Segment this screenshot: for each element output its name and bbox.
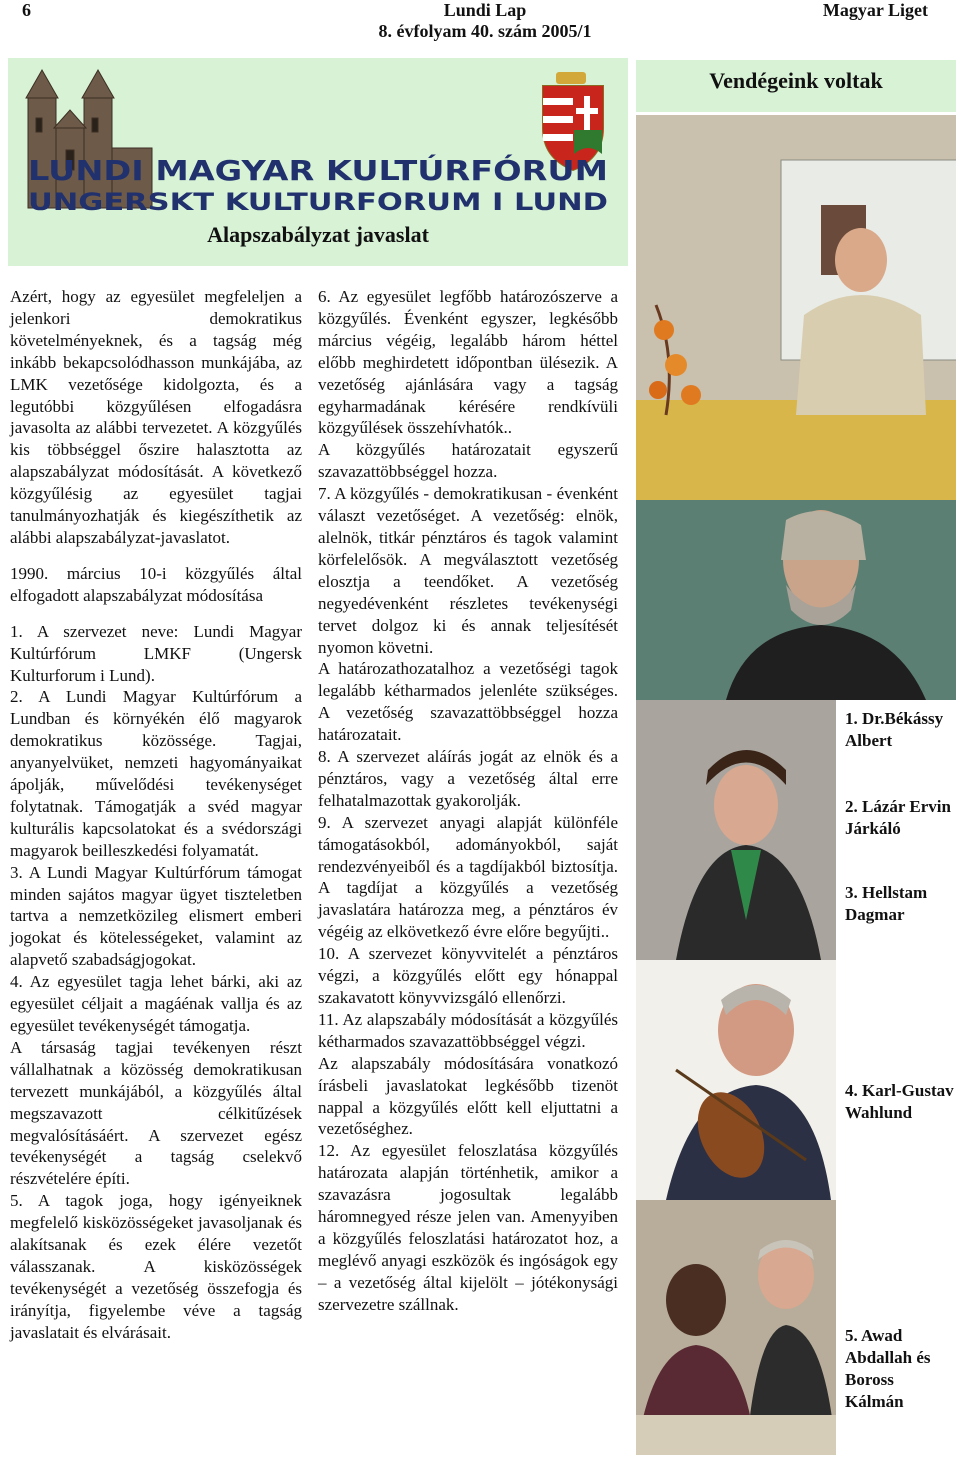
publication-name: Lundi Lap [443,0,527,20]
paragraph: 2. A Lundi Magyar Kultúrfórum a Lundban és környékén élő magyarok demokratikus közössége. Tagjai, anyanyelvüket, nemzeti hagyományaikat ápolják, művelődési tevékenységet folytatnak. Támogatják a svéd magyar kulturális kapcsolatokat és a svédországi magyarok beilleszkedési folyamatát. [10,687,302,860]
caption-3: 3. Hellstam Dagmar [845,883,928,924]
caption-2: 2. Lázár Ervin Járkáló [845,797,951,838]
caption-1: 1. Dr.Békássy Albert [845,709,944,750]
article-subtitle: Alapszabályzat javaslat [207,222,429,247]
paragraph: Azért, hogy az egyesület megfeleljen a jelenkori demokratikus követelményeknek, és a tagság még inkább bekapcsolódhasson munkájába, az LMK vezetősége kidolgozta, és a legutóbbi közgyűlésen elfogadásra javasolta az alábbi tervezetet. A közgyűlés kis többséggel őszire halasztotta az alapszabályzat módosítását. A következő közgyűlésig az egyesület tagjai tanulmányozhatják és kiegészíthetik az alábbi alapszabályzat-javaslatot. [10,287,302,547]
article-column-2 [318,286,618,1316]
paragraph: Az alapszabály módosítására vonatkozó írásbeli javaslatokat legkésőbb tizenöt nappal a közgyűlés előtt kell eljuttatni a vezetőséghez. [318,1053,618,1139]
logo-line1: LUNDI MAGYAR KULTÚRFÓRUM [28,154,513,187]
page-number: 6 [22,0,31,20]
guest-photo-3 [636,700,836,960]
paragraph: 4. Az egyesület tagja lehet bárki, aki az egyesület céljait a magáénak vallja és az egyesület tevékenységét támogatja. [10,972,302,1035]
caption-4: 4. Karl-Gustav Wahlund [845,1081,954,1122]
guest-photo-1 [636,115,956,500]
paragraph: A határozathozatalhoz a vezetőségi tagok legalább kétharmados jelenléte szükséges. A vezetőség szavazattöbbséggel hozza határozatait. [318,659,618,745]
paragraph: 8. A szervezet aláírás jogát az elnök és a pénztáros, vagy a vezetőség által erre felhatalmazottak gyakorolják. [318,747,618,810]
paragraph: A közgyűlés határozatait egyszerű szavazattöbbséggel hozza. [318,440,618,482]
paragraph: 9. A szervezet anyagi alapját különféle támogatásokból, adományokból, saját rendezvényeiből és a tagdíjakból biztosítja. A tagdíjat a közgyűlés a vezetőség javaslatára határozza meg, a pénztáros év végéig az elkövetkező évre előre begyűjti.. [318,812,618,942]
running-header-center [370,0,600,44]
issue-label: 8. évfolyam 40. szám 2005/1 [378,21,592,41]
paragraph: A társaság tagjai tevékenyen részt vállalhatnak a közösség demokratikusan tervezett munkájából, a közgyűlés által megszavazott célkitűzések megvalósításáért. A szervezet egész tevékenységét a tagság cselekvő részvételére építi. [10,1037,302,1189]
paragraph: 10. A szervezet könyvvitelét a pénztáros végzi, a közgyűlés előtt egy hónappal szakavatott könyvvizsgáló ellenőrzi. [318,944,618,1007]
paragraph: 1990. március 10-i közgyűlés által elfogadott alapszabályzat módosítása [10,563,302,605]
paragraph: 5. A tagok joga, hogy igényeiknek megfelelő kisközösségeket javasoljanak és alakítsanak és ezek élére vezetőt válasszanak. A kisközösségek tevékenységét a vezetőség összefogja és irányítja, figyelembe véve a tagság javaslatait és elvárásait. [10,1191,302,1342]
paragraph: 3. A Lundi Magyar Kultúrfórum támogat minden sajátos magyar ügyet tiszteletben tartva a nemzetközileg elismert emberi jogokat és kötelességeket, valamint az alapvető szabadságjogokat. [10,862,302,970]
guest-photo-4 [636,960,836,1200]
paragraph: 6. Az egyesület legfőbb határozószerve a közgyűlés. Évenként egyszer, legkésőbb március végéig, legalább három héttel előbb meghirdetett időpontban ülésezik. A vezetőség ajánlására vagy a tagság egyharmadának kérésére rendkívüli közgyűlések összehívhatók.. [318,287,618,438]
guests-title: Vendégeink voltak [709,68,883,93]
paragraph: 12. Az egyesület feloszlatása közgyűlés határozata alapján történhetik, amikor a szavazásra jogosultak legalább háromnegyed része jelen van. Amenyyiben a közgyűlés feloszlatási határozatot hoz, a meglévő anyagi eszközök és ingóságok egy – a vezetőség által kijelölt – jótékonysági szervezetre szállnak. [318,1141,618,1314]
guest-photo-5 [636,1200,836,1455]
logo-line2: UNGERSKT KULTURFORUM I LUND [28,188,608,216]
caption-5: 5. Awad Abdallah és Boross Kálmán [845,1326,931,1411]
article-column-1 [10,286,302,1344]
club-logo [8,58,628,218]
paragraph: 1. A szervezet neve: Lundi Magyar Kultúrfórum LMKF (Ungersk Kulturforum i Lund). [10,621,302,685]
paragraph: 7. A közgyűlés - demokratikusan - évenként választ vezetőséget. A vezetőség: elnök, alelnök, titkár pénztáros és tagok valamint körfelelősök. A megválasztott vezetőség elosztja a teendőket. A vezetőség negyedévenként részletes tevékenységi tervet dolgoz ki és annak teljesítését nyomon követni. [318,484,618,657]
guest-photo-2 [636,500,956,700]
section-name: Magyar Liget [822,0,928,20]
paragraph: 11. Az alapszabály módosítását a közgyűlés kétharmados szavazattöbbséggel végzi. [318,1009,618,1051]
